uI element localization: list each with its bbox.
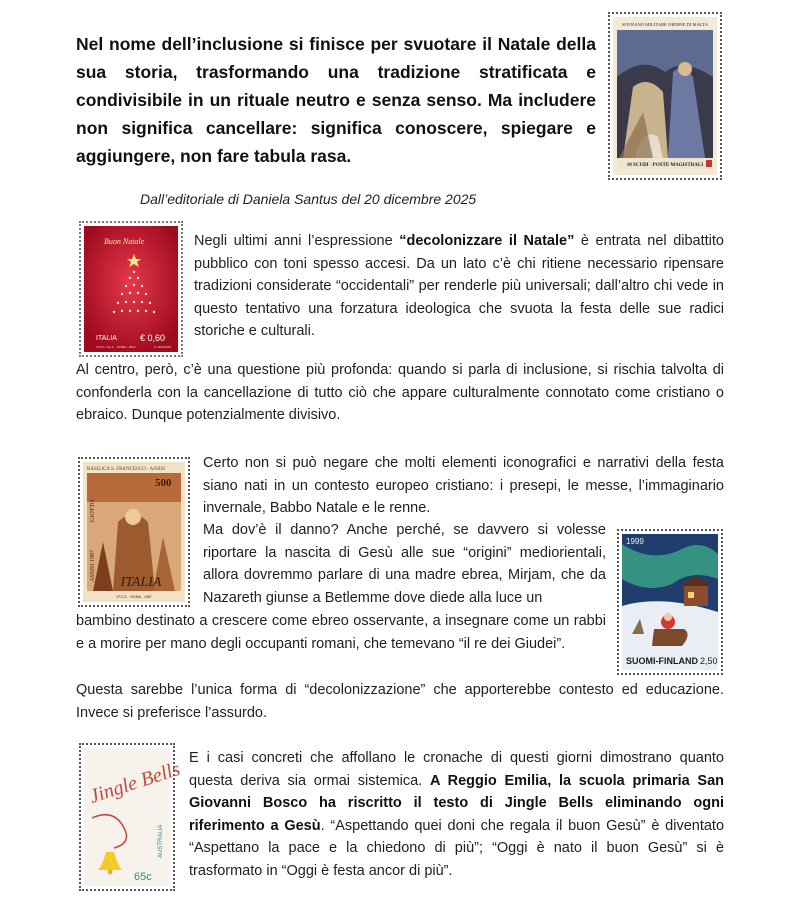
natale-stamp-value: € 0,60 [140, 333, 166, 343]
finland-stamp-image [617, 529, 723, 675]
jingle-bells-stamp-title: Jingle Bells [86, 757, 183, 808]
paragraph-decolonizzare [194, 230, 724, 343]
finland-stamp-country: SUOMI-FINLAND [626, 656, 698, 666]
malta-stamp-bottom-text: 10 SCUDI - POSTE MAGISTRALI [626, 163, 704, 168]
paragraph-danno-part1: Ma dov’è il danno? Anche perché, se davvero si volesse riportare la nascita di Gesù alle sue “origini” mediorientali, allora dovremmo parlare di una madre ebrea, Mirjam, che da Nazareth giunse a Betlemme dove diede alla luce un [203, 522, 606, 606]
jingle-bells-stamp-country: AUSTRALIA [158, 824, 164, 858]
malta-stamp-image [608, 12, 722, 180]
assisi-stamp-image [78, 457, 190, 607]
assisi-stamp-painter: GIOTTO [90, 499, 96, 522]
paragraph-inclusione: Al centro, però, c’è una questione più profonda: quando si parla di inclusione, si rischia talvolta di confonderla con la cancellazione di tutto ciò che appare culturalmente connotato come cristiano o ebraico. Dunque potenzialmente divisivo. [76, 362, 724, 424]
p1-bold-phrase: “decolonizzare il Natale” [399, 233, 575, 249]
jingle-bells-stamp-value: 65c [134, 871, 152, 883]
paragraph-elementi-iconografici: Certo non si può negare che molti elementi iconografici e narrativi della festa siano nati in un contesto europeo cristiano: i presepi, le messe, l’immaginario invernale, Babbo Natale e le renne. [203, 455, 724, 517]
editorial-caption: Dall’editoriale di Daniela Santus del 20 dicembre 2025 [140, 191, 477, 207]
natale-stamp-image [79, 221, 183, 357]
assisi-stamp-top-text: BASILICA S. FRANCESCO - ASSISI [87, 467, 165, 472]
p1-text-end: è entrata nel dibattito pubblico con toni spesso accesi. Da un lato c’è chi ritiene necessario ripensare tradizioni considerate “occidentali” per renderle più universali; dall’altro chi vede in questo tentativo una forzatura ideologica che svuota la festa delle sue radici storiche e culturali. [194, 233, 724, 340]
assisi-stamp-country: ITALIA [120, 575, 162, 590]
p1-text-start: Negli ultimi anni l’espressione [194, 233, 400, 249]
assisi-stamp-value: 500 [155, 477, 172, 489]
paragraph-casi-concreti [189, 747, 724, 883]
finland-stamp-year: 1999 [626, 537, 644, 546]
natale-stamp-country: ITALIA [96, 335, 117, 342]
assisi-stamp-credit: I.P.Z.S. - ROMA - 1987 [116, 595, 152, 599]
malta-stamp-top-text: SOVRANO MILITARE ORDINE DI MALTA [621, 22, 709, 27]
finland-stamp-value: 2,50 [700, 656, 718, 666]
p6-text-end: . “Aspettando quei doni che regala il buon Gesù” è diventato “Aspettano la pace e la chiedono di più”; “Oggi è nato il buon Gesù” si è trasformato in “Oggi è festa ancor di più”. [189, 817, 725, 879]
natale-stamp-title: Buon Natale [104, 237, 145, 246]
paragraph-danno-part2: bambino destinato a crescere come ebreo osservante, a insegnare come un rabbi e a morire per mano degli occupanti romani, che temevano “il re dei Giudei”. [76, 613, 606, 652]
natale-stamp-credit: I.P.Z.S. S.p.A. - ROMA - 2010 [96, 345, 136, 349]
lead-paragraph: Nel nome dell’inclusione si finisce per svuotare il Natale della sua storia, trasformando una tradizione stratificata e condivisibile in un rituale neutro e senza senso. Ma includere non significa cancellare: significa conoscere, spiegare e aggiungere, non fare tabula rasa. [76, 34, 596, 166]
p6-bold-phrase: A Reggio Emilia, la scuola primaria San Giovanni Bosco ha riscritto il testo di Jingle Bells eliminando ogni riferimento a Gesù [189, 772, 725, 834]
assisi-stamp-year: ASSISI 1987 [90, 550, 96, 582]
natale-stamp-artist: A. MORAVIA [154, 345, 172, 349]
p6-text-start: E i casi concreti che affollano le cronache di questi giorni dimostrano quanto questa deriva sia ormai sistemica. [189, 750, 724, 789]
paragraph-decolonizzazione: Questa sarebbe l’unica forma di “decolonizzazione” che apporterebbe contesto ed educazione. Invece si preferisce l’assurdo. [76, 682, 724, 721]
jingle-bells-stamp-image [79, 743, 183, 891]
